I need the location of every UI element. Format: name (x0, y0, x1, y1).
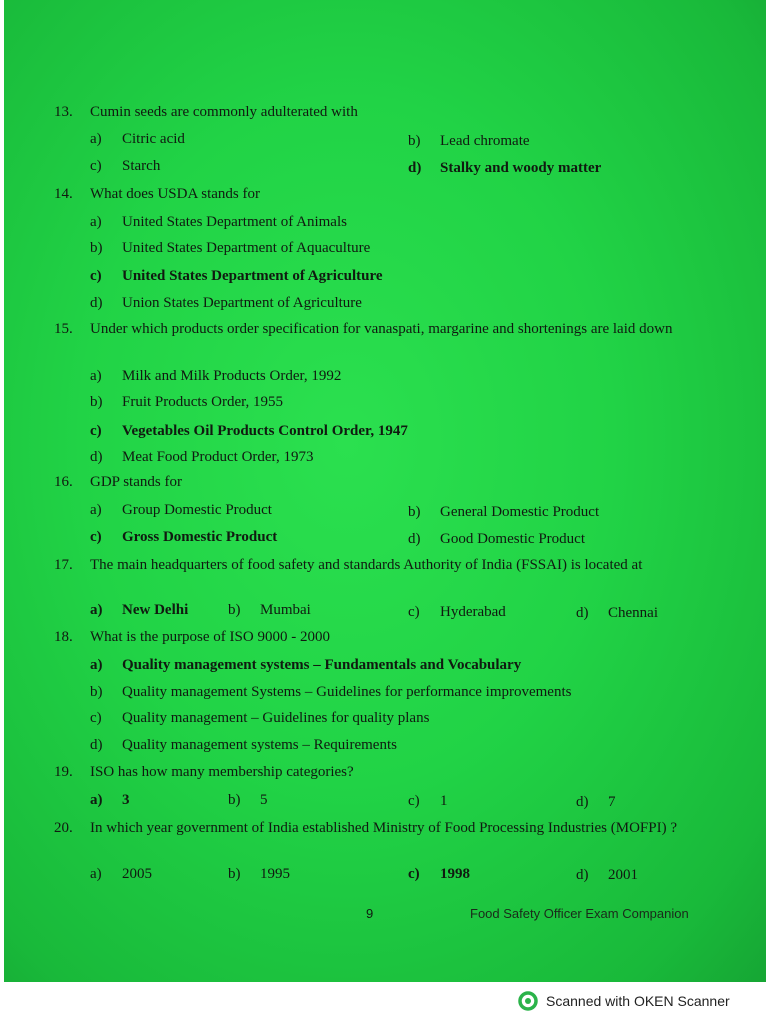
option: b) 5 (228, 792, 268, 808)
option: d) 7 (576, 794, 616, 810)
option: a) United States Department of Animals (90, 214, 347, 230)
question-number: 14. (54, 186, 73, 202)
question-number: 20. (54, 820, 73, 836)
question-text: In which year government of India established Ministry of Food Processing Industries (MOFPI) ? (90, 820, 677, 836)
question-text: Under which products order specification for vanaspati, margarine and shortenings are laid down (90, 321, 673, 337)
page-number: 9 (366, 906, 374, 921)
option: d) Quality management systems – Requirements (90, 737, 397, 753)
option: d) Meat Food Product Order, 1973 (90, 449, 314, 465)
option: a) Citric acid (90, 131, 185, 147)
scanned-page (4, 0, 766, 982)
scanner-label: Scanned with OKEN Scanner (546, 993, 730, 1009)
option: c) 1 (408, 793, 448, 809)
option: b) General Domestic Product (408, 504, 600, 520)
scanner-watermark (518, 991, 730, 1011)
question-number: 18. (54, 629, 73, 645)
option-correct: d) Stalky and woody matter (408, 160, 602, 176)
option-correct: c) United States Department of Agriculture (90, 268, 383, 284)
option: d) 2001 (576, 867, 638, 883)
question-text: GDP stands for (90, 474, 182, 490)
option-correct: a) New Delhi (90, 602, 189, 618)
question-text: The main headquarters of food safety and standards Authority of India (FSSAI) is located at (90, 557, 643, 573)
question-number: 16. (54, 474, 73, 490)
option: b) Lead chromate (408, 133, 530, 149)
option: d) Good Domestic Product (408, 531, 585, 547)
option: a) Group Domestic Product (90, 502, 272, 518)
option-correct: c) Vegetables Oil Products Control Order, 1947 (90, 423, 408, 439)
option: c) Quality management – Guidelines for quality plans (90, 710, 430, 726)
option: a) Milk and Milk Products Order, 1992 (90, 368, 342, 384)
option: b) United States Department of Aquaculture (90, 240, 371, 256)
option: b) Quality management Systems – Guidelines for performance improvements (90, 684, 572, 700)
question-text: ISO has how many membership categories? (90, 764, 354, 780)
option: c) Starch (90, 158, 161, 174)
option: b) Mumbai (228, 602, 311, 618)
question-number: 15. (54, 321, 73, 337)
question-text: What does USDA stands for (90, 186, 260, 202)
option: c) Hyderabad (408, 604, 506, 620)
question-text: Cumin seeds are commonly adulterated with (90, 104, 358, 120)
option: d) Chennai (576, 605, 658, 621)
option-correct: a) 3 (90, 792, 130, 808)
option: d) Union States Department of Agriculture (90, 295, 362, 311)
option-correct: c) Gross Domestic Product (90, 529, 278, 545)
question-number: 17. (54, 557, 73, 573)
option: b) 1995 (228, 866, 290, 882)
option-correct: a) Quality management systems – Fundamentals and Vocabulary (90, 657, 522, 673)
book-title: Food Safety Officer Exam Companion (470, 906, 689, 921)
option: b) Fruit Products Order, 1955 (90, 394, 284, 410)
question-number: 13. (54, 104, 73, 120)
oken-scanner-icon (518, 991, 538, 1011)
option-correct: c) 1998 (408, 866, 470, 882)
question-text: What is the purpose of ISO 9000 - 2000 (90, 629, 330, 645)
question-number: 19. (54, 764, 73, 780)
option: a) 2005 (90, 866, 152, 882)
